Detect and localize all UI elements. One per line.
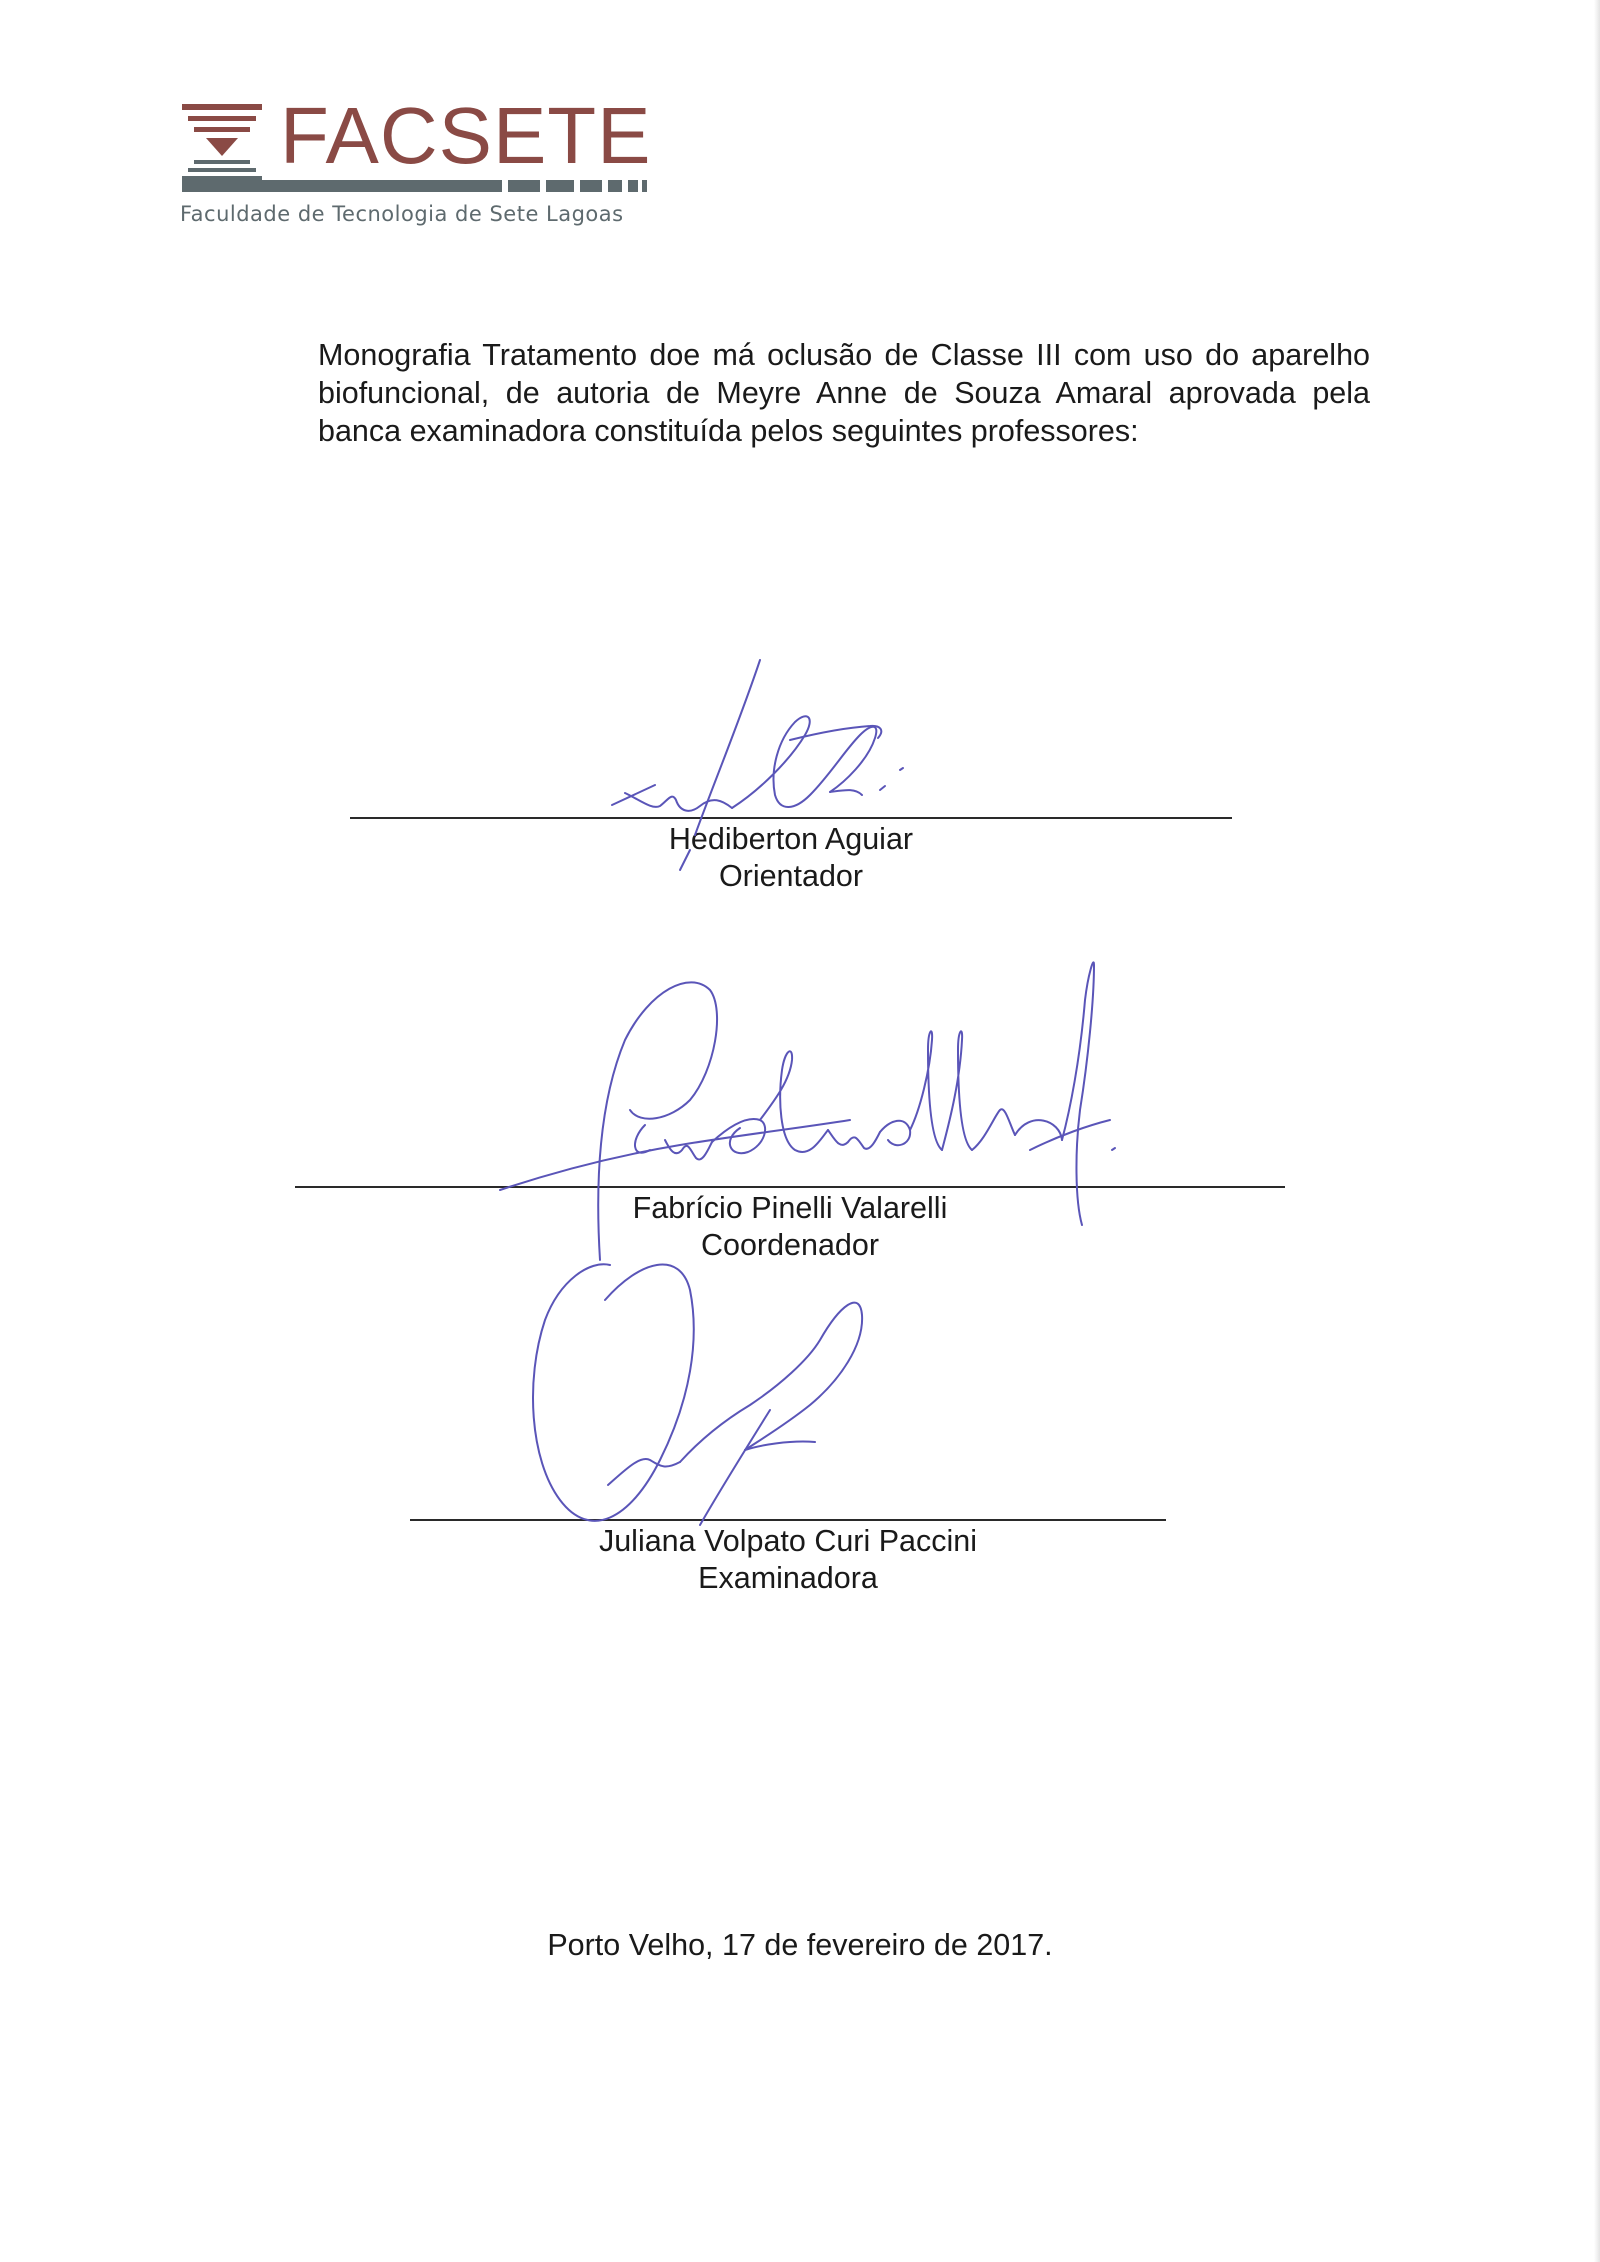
logo-bar xyxy=(182,180,647,192)
signatory-role-examinadora: Examinadora xyxy=(698,1561,878,1595)
signatory-role-coordenador: Coordenador xyxy=(700,1228,880,1262)
page-edge xyxy=(1594,0,1600,2262)
approval-statement-line: Monografia Tratamento doe má oclusão de Classe III com uso do aparelho xyxy=(318,338,1370,372)
signatory-name-coordenador: Fabrício Pinelli Valarelli xyxy=(632,1191,948,1225)
logo-tagline: Faculdade de Tecnologia de Sete Lagoas xyxy=(180,202,624,226)
approval-statement-line: biofuncional, de autoria de Meyre Anne de Souza Amaral aprovada pela xyxy=(318,376,1370,410)
signatory-role-orientador: Orientador xyxy=(718,859,864,893)
signature-line-examinadora xyxy=(410,1519,1166,1521)
approval-statement xyxy=(318,336,1370,450)
signature-juliana xyxy=(533,1264,862,1525)
signatory-name-examinadora: Juliana Volpato Curi Paccini xyxy=(598,1524,978,1558)
logo-emblem-icon xyxy=(182,102,272,182)
facsete-logo xyxy=(180,91,660,230)
approval-statement-line: banca examinadora constituída pelos seguintes professores: xyxy=(318,414,1139,448)
signature-line-orientador xyxy=(350,817,1232,819)
logo-wordmark: FACSETE xyxy=(280,91,652,180)
signatory-name-orientador: Hediberton Aguiar xyxy=(668,822,914,856)
signature-line-coordenador xyxy=(295,1186,1285,1188)
place-and-date: Porto Velho, 17 de fevereiro de 2017. xyxy=(547,1928,1053,1962)
